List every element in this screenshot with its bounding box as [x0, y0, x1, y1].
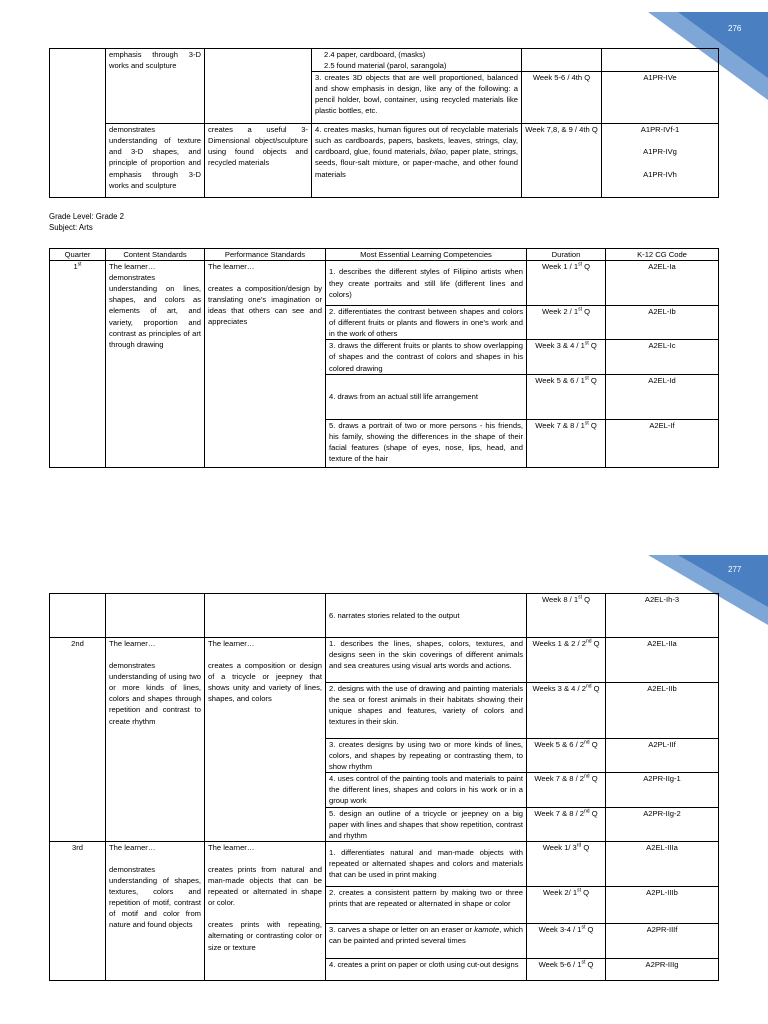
- page-number: 276: [728, 24, 742, 33]
- competency-cell: 5. design an outline of a tricycle or jeepney on a big paper with lines and shapes that show repetition, contrast and rhythm: [326, 807, 527, 841]
- curriculum-table-grade2-q1: [49, 248, 719, 468]
- content-standard-cell: The learner… demonstrates understanding on lines, shapes, and colors as elements of art, and variety, proportion and contrast as principles of art through drawing: [106, 261, 205, 468]
- col-header-competencies: Most Essential Learning Competencies: [326, 249, 527, 261]
- duration-cell: Week 8 / 1st Q: [527, 594, 606, 638]
- table-row: [50, 261, 719, 306]
- competency-cell: 3. draws the different fruits or plants to show overlapping of shapes and the contrast of colors and shapes in his colored drawing: [326, 340, 527, 374]
- code-cell: A2PR-IIIg: [606, 958, 719, 980]
- code-cell: A2PR-IIg-2: [606, 807, 719, 841]
- performance-standard-cell: The learner… creates a composition or design of a tricycle or jeepney that shows unity and variety of lines, shapes, and colors: [205, 638, 326, 842]
- competency-cell: 6. narrates stories related to the output: [326, 594, 527, 638]
- duration-cell: Week 5 & 6 / 2nd Q: [527, 739, 606, 773]
- code-cell: A2EL-IIa: [606, 638, 719, 683]
- duration-cell: Week 7 & 8 / 1st Q: [527, 419, 606, 467]
- quarter-cell: 2nd: [50, 638, 106, 842]
- code-cell: A2PL-IIIb: [606, 886, 719, 923]
- performance-standard-cell: creates a useful 3-Dimensional object/sculpture using found objects and recycled materials: [205, 124, 312, 198]
- duration-cell: Week 5 & 6 / 1st Q: [527, 374, 606, 419]
- content-standard-cell: demonstrates understanding of texture and 3-D shapes, and principle of proportion and emphasis through 3-D works and sculpture: [106, 124, 205, 198]
- duration-cell: Week 3 & 4 / 1st Q: [527, 340, 606, 374]
- code-cell: A2EL-IIb: [606, 683, 719, 739]
- performance-standard-cell: The learner… creates a composition/design by translating one’s imagination or ideas that others can see and appreciates: [205, 261, 326, 468]
- duration-cell: Week 1 / 1st Q: [527, 261, 606, 306]
- col-header-duration: Duration: [527, 249, 606, 261]
- duration-cell: Week 7 & 8 / 2nd Q: [527, 807, 606, 841]
- table-row: [50, 49, 719, 72]
- page-number: 277: [728, 565, 742, 574]
- table-header-row: [50, 249, 719, 261]
- table-row: [50, 594, 719, 638]
- competency-cell: 1. describes the different styles of Filipino artists when they create portraits and still life (different lines and colors): [326, 261, 527, 306]
- duration-cell: Week 5-6 / 1st Q: [527, 958, 606, 980]
- competency-cell: 4. draws from an actual still life arrangement: [326, 374, 527, 419]
- competency-cell: 2. creates a consistent pattern by making two or three prints that are repeated or alternated in shape or color: [326, 886, 527, 923]
- code-cell: A1PR-IVf-1 A1PR-IVg A1PR-IVh: [602, 124, 719, 198]
- code-cell: A2EL-If: [606, 419, 719, 467]
- code-cell: A2EL-IIIa: [606, 841, 719, 886]
- quarter-cell: 3rd: [50, 841, 106, 980]
- col-header-content: Content Standards: [106, 249, 205, 261]
- duration-cell: Weeks 3 & 4 / 2nd Q: [527, 683, 606, 739]
- code-cell: A2PR-IIg-1: [606, 773, 719, 807]
- code-cell: A2PL-IIf: [606, 739, 719, 773]
- performance-standard-cell: The learner… creates prints from natural and man-made objects that can be repeated or alternated in shape or color. creates prints with repeating, alternating or contrasting color or size or texture: [205, 841, 326, 980]
- table-row: [50, 638, 719, 683]
- duration-cell: Week 2/ 1st Q: [527, 886, 606, 923]
- content-standard-cell: The learner… demonstrates understanding of shapes, textures, colors and repetition of motif, contrast of motif and color from nature and found objects: [106, 841, 205, 980]
- col-header-code: K-12 CG Code: [606, 249, 719, 261]
- competency-cell: 5. draws a portrait of two or more persons - his friends, his family, showing the differences in the shape of their facial features (shape of eyes, nose, lips, head, and texture of the hair: [326, 419, 527, 467]
- code-cell: A2EL-Ic: [606, 340, 719, 374]
- duration-cell: Week 3-4 / 1st Q: [527, 923, 606, 958]
- code-cell: A2EL-Id: [606, 374, 719, 419]
- duration-cell: Week 7,8, & 9 / 4th Q: [522, 124, 602, 198]
- duration-cell: Week 1/ 3rd Q: [527, 841, 606, 886]
- grade-level: Grade Level: Grade 2: [49, 212, 124, 221]
- page-gap: [0, 515, 768, 538]
- competency-cell: 3. carves a shape or letter on an eraser or kamote, which can be painted and printed several times: [326, 923, 527, 958]
- competency-cell: 4. creates a print on paper or cloth using cut-out designs: [326, 958, 527, 980]
- table-row: [50, 124, 719, 198]
- code-cell: A2EL-Ib: [606, 306, 719, 340]
- code-cell: A1PR-IVe: [602, 72, 719, 124]
- col-header-performance: Performance Standards: [205, 249, 326, 261]
- duration-cell: Weeks 1 & 2 / 2nd Q: [527, 638, 606, 683]
- code-cell: A2EL-Ia: [606, 261, 719, 306]
- competency-cell: 4. creates masks, human figures out of recyclable materials such as cardboards, papers, baskets, leaves, strings, clay, cardboard, glue, found materials, bilao, paper plate, strings, seeds, flour-salt mixture, or paper-mache, and other found materials: [312, 124, 522, 198]
- duration-cell: Week 2 / 1st Q: [527, 306, 606, 340]
- code-cell: A2EL-Ih-3: [606, 594, 719, 638]
- competency-cell: 2. differentiates the contrast between shapes and colors of different fruits or plants and flowers in one’s work and in the work of others: [326, 306, 527, 340]
- code-cell: A2PR-IIIf: [606, 923, 719, 958]
- duration-cell: Week 7 & 8 / 2nd Q: [527, 773, 606, 807]
- competency-cell: 2.4 paper, cardboard, (masks) 2.5 found material (parol, sarangola): [312, 49, 522, 72]
- curriculum-table-continuation: [49, 48, 719, 198]
- content-standard-cell: emphasis through 3-D works and sculpture: [106, 49, 205, 124]
- subject: Subject: Arts: [49, 223, 93, 232]
- competency-cell: 1. describes the lines, shapes, colors, textures, and designs seen in the skin coverings of different animals and sea creatures using visual arts words and actions.: [326, 638, 527, 683]
- page-277: [0, 538, 768, 1024]
- quarter-cell: 1st: [50, 261, 106, 468]
- competency-cell: 4. uses control of the painting tools and materials to paint the different lines, shapes and colors in his work or in a group work: [326, 773, 527, 807]
- col-header-quarter: Quarter: [50, 249, 106, 261]
- competency-cell: 2. designs with the use of drawing and painting materials the sea or forest animals in their habitats showing their unique shapes and features, variety of colors and textures in their skin.: [326, 683, 527, 739]
- competency-cell: 3. creates designs by using two or more kinds of lines, colors, and shapes by repeating or contrasting them, to show rhythm: [326, 739, 527, 773]
- duration-cell: Week 5-6 / 4th Q: [522, 72, 602, 124]
- curriculum-table-grade2-q2-q3: [49, 593, 719, 981]
- table-row: [50, 841, 719, 886]
- competency-cell: 3. creates 3D objects that are well proportioned, balanced and show emphasis in design, like any of the following: a pencil holder, bowl, container, using recycled materials like plastic bottles, etc.: [312, 72, 522, 124]
- competency-cell: 1. differentiates natural and man-made objects with repeated or alternated shapes and colors and materials that can be used in print making: [326, 841, 527, 886]
- content-standard-cell: The learner… demonstrates understanding of using two or more kinds of lines, colors and shapes through repetition and contrast to create rhythm: [106, 638, 205, 842]
